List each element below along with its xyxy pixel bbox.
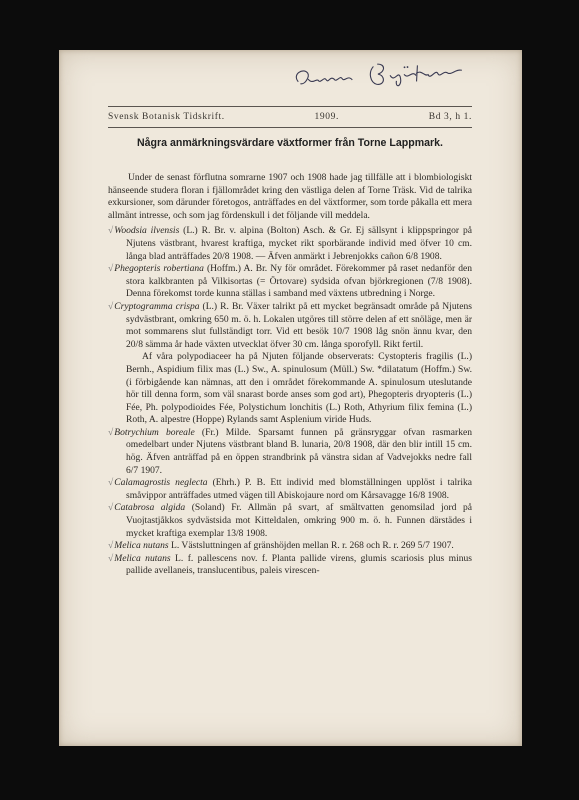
species-entry bbox=[108, 301, 472, 351]
pencil-check-mark: √ bbox=[108, 477, 114, 489]
species-entry bbox=[108, 540, 472, 553]
species-name: Melica nutans bbox=[114, 552, 171, 564]
pencil-check-mark: √ bbox=[108, 300, 114, 312]
pencil-check-mark: √ bbox=[108, 426, 114, 438]
article-title: Några anmärkningsvärdare växtformer från Torne Lappmark. bbox=[137, 137, 443, 149]
pencil-check-mark: √ bbox=[108, 225, 114, 237]
journal-year: 1909. bbox=[314, 112, 339, 122]
article-body bbox=[108, 172, 472, 578]
journal-name: Svensk Botanisk Tidskrift. bbox=[108, 112, 225, 122]
pencil-check-mark: √ bbox=[108, 552, 114, 564]
species-entry bbox=[108, 502, 472, 540]
pencil-check-mark: √ bbox=[108, 540, 114, 552]
pencil-check-mark: √ bbox=[108, 502, 114, 514]
header-rule-top bbox=[108, 106, 472, 107]
species-description: (L.) R. Br. v. alpina (Bolton) Asch. & Gr. Ej sällsynt i klippspringor på Njutens västbrant, hvarest kraftiga, mycket rikt sporbärande individ med öfver 10 cm. långa blad anträffades 20/8 1908. — Äfven anmärkt i Jebrenjokks cañon 6/8 1908. bbox=[126, 225, 472, 262]
species-entry bbox=[108, 263, 472, 301]
header-rule-bottom bbox=[108, 127, 472, 128]
journal-volume: Bd 3, h 1. bbox=[428, 112, 472, 122]
species-description: L. f. pallescens nov. f. Planta pallide virens, glumis scariosis plus minus pallide avellaneis, translucentibus, paleis virescen- bbox=[126, 552, 472, 577]
species-description: L. Västsluttningen af gränshöjden mellan R. r. 268 och R. r. 269 5/7 1907. bbox=[168, 540, 454, 552]
species-entry bbox=[108, 553, 472, 578]
species-description: (Fr.) Milde. Sparsamt funnen på gränsryggar ofvan rasmarken omedelbart under Njutens västbrant bland B. lunaria, 20/8 1908, där den blir intill 15 cm. hög. Äfven anträffad på en öppen strandbrink på vänstra sidan af Vadvejokks nedre fall 6/7 1907. bbox=[126, 426, 472, 476]
species-entry bbox=[108, 427, 472, 477]
species-name: Botrychium boreale bbox=[114, 426, 195, 438]
species-name: Cryptogramma crispa bbox=[114, 300, 200, 312]
species-entry bbox=[108, 477, 472, 502]
species-name: Melica nutans bbox=[114, 540, 169, 552]
species-name: Phegopteris robertiana bbox=[114, 263, 204, 275]
intro-paragraph: Under de senast förflutna somrarne 1907 och 1908 hade jag tillfälle att i blombiologiskt hänseende studera floran i fjällområdet kring den västliga delen af Torne Träsk. Vid de talrika exkursioner, som därunder företogos, anträffades en del växtformer, som torde påkalla ett mera allmänt intresse, och som jag fördenskull i det följande vill meddela. bbox=[108, 172, 472, 221]
species-description: (Soland) Fr. Allmän på svart, af smältvatten genomsilad jord på Vuojtastjåkkos sydvästsida mot Kitteldalen, omkring 900 m. ö. h. Funnen därstädes i mycket kraftiga exemplar 13/8 1908. bbox=[126, 502, 472, 539]
polypodiaceae-paragraph: Af våra polypodiaceer ha på Njuten följande observerats: Cystopteris fragilis (L.) Bernh., Aspidium filix mas (L.) Sw., A. spinulosum (Müll.) Sw. *dilatatum (Hoffm.) Sw. (i förbigående kan nämnas, att den i området förekommande A. spinulosum uteslutande hör till denna form, som väl snarast borde anses som god art), Phegopteris dryopteris (L.) Fée, Ph. polypodioides Fée, Polystichum lonchitis (L.) Roth, Athyrium filix femina (L.) Roth, A. alpestre (Hoppe) Rylands samt Asplenium viride Huds. bbox=[126, 351, 472, 426]
species-list-2 bbox=[108, 427, 472, 578]
species-name: Catabrosa algida bbox=[114, 502, 186, 514]
species-entry bbox=[108, 225, 472, 263]
species-description: (Ehrh.) P. B. Ett individ med blomställningen upplöst i talrika småvippor anträffades utmed vägen till Abiskojaure nord om Kårsavagge 16/8 1908. bbox=[126, 477, 472, 501]
species-description: (L.) R. Br. Växer talrikt på ett mycket begränsadt område på Njutens sydvästbrant, omkring 650 m. ö. h. Lokalen utgöres till större delen af ett snöläge, men är mot sommarens slut fullständigt torr. Vid ett besök 10/7 1908 låg snön ännu kvar, den 20/8 sämma år hade växten utvecklat öfver 30 cm. långa sporofyll. Rikt fertil. bbox=[126, 300, 472, 350]
species-description: (Hoffm.) A. Br. Ny för området. Förekommer på raset nedanför den stora kalkbranten på Vilkisortas (= Örtovare) sydsida ofvan björkregionen (7/8 1908). Denna förekomst torde kunna ställas i samband med växtens utbredning i Norge. bbox=[126, 263, 472, 300]
species-name: Calamagrostis neglecta bbox=[114, 477, 208, 489]
journal-header bbox=[108, 109, 472, 125]
pencil-check-mark: √ bbox=[108, 263, 114, 275]
species-list-1 bbox=[108, 225, 472, 351]
species-name: Woodsia ilvensis bbox=[114, 225, 180, 237]
